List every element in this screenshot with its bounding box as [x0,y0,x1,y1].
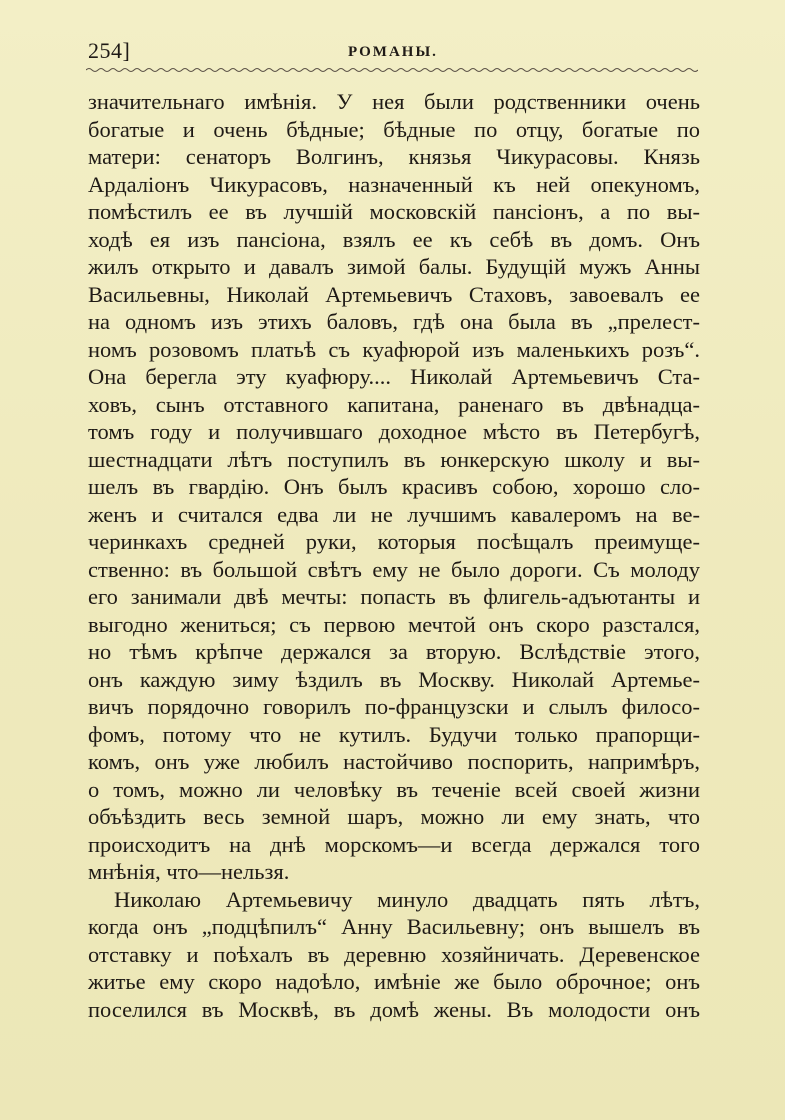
text-line: матери: сенаторъ Волгинъ, князья Чикурасовы. Князь [88,144,700,169]
text-line: ственно: въ большой свѣтъ ему не было дороги. Съ молоду [88,556,700,582]
text-line: но тѣмъ крѣпче держался за вторую. Вслѣдствіе этого, [88,639,700,664]
text-line: помѣстилъ ее въ лучшій московскій пансіонъ, а по вы- [88,199,700,224]
body-text [88,88,700,1023]
text-line: ховъ, сынъ отставного капитана, раненаго въ двѣнадца- [88,391,700,417]
page-number: 254] [88,38,131,63]
text-line: фомъ, потому что не кутилъ. Будучи только прапорщи- [88,721,700,747]
text-line: шелъ въ гвардію. Онъ былъ красивъ собою, хорошо сло- [88,474,700,499]
text-line: Она берегла эту куафюру.... Николай Артемьевичъ Ста- [88,364,700,389]
text-line: мнѣнія, что—нельзя. [88,859,290,884]
text-line: на одномъ изъ этихъ баловъ, гдѣ она была въ „прелест- [88,309,700,334]
text-line: выгодно жениться; съ первою мечтой онъ скоро разстался, [88,611,700,637]
page-header [88,38,698,68]
text-line: о томъ, можно ли человѣку въ теченіе всей своей жизни [88,776,700,802]
text-line: богатые и очень бѣдные; бѣдные по отцу, богатые по [88,116,700,142]
text-line: номъ розовомъ платьѣ съ куафюрой изъ маленькихъ розъ“. [88,336,700,362]
text-line: когда онъ „подцѣпилъ“ Анну Васильевну; онъ вышелъ въ [88,914,700,939]
text-line: Ардаліонъ Чикурасовъ, назначенный къ ней опекуномъ, [88,171,700,197]
text-line: онъ каждую зиму ѣздилъ въ Москву. Николай Артемье- [88,666,700,692]
text-line: томъ году и получившаго доходное мѣсто въ Петербугѣ, [88,419,700,444]
text-line: объѣздить весь земной шаръ, можно ли ему знать, что [88,804,700,829]
text-line: отставку и поѣхалъ въ деревню хозяйничать. Деревенское [88,941,700,967]
text-line: черинкахъ средней руки, которыя посѣщалъ преимуще- [88,529,700,554]
text-line: значительнаго имѣнія. У нея были родственники очень [88,89,700,114]
text-line: вичъ порядочно говорилъ по-французски и слылъ филосо- [88,694,700,719]
text-line: происходитъ на днѣ морскомъ—и всегда держался того [88,831,700,857]
text-line: ходѣ ея изъ пансіона, взялъ ее къ себѣ въ домъ. Онъ [88,226,700,252]
text-line: комъ, онъ уже любилъ настойчиво поспорить, напримѣръ, [88,749,700,774]
text-line: Николаю Артемьевичу минуло двадцать пять лѣтъ, [114,886,700,912]
header-wavy-rule [86,66,698,74]
text-line: поселился въ Москвѣ, въ домѣ жены. Въ молодости онъ [88,996,700,1022]
text-line: житье ему скоро надоѣло, имѣніе же было оброчное; онъ [88,969,700,994]
text-line: женъ и считался едва ли не лучшимъ кавалеромъ на ве- [88,501,700,527]
text-line: шестнадцати лѣтъ поступилъ въ юнкерскую школу и вы- [88,446,700,472]
text-line: Васильевны, Николай Артемьевичъ Стаховъ, завоевалъ ее [88,281,700,307]
text-line: жилъ открыто и давалъ зимой балы. Будущій мужъ Анны [88,254,700,279]
running-title: РОМАНЫ. [348,44,438,60]
text-line: его занимали двѣ мечты: попасть въ флигель-адъютанты и [88,584,700,609]
